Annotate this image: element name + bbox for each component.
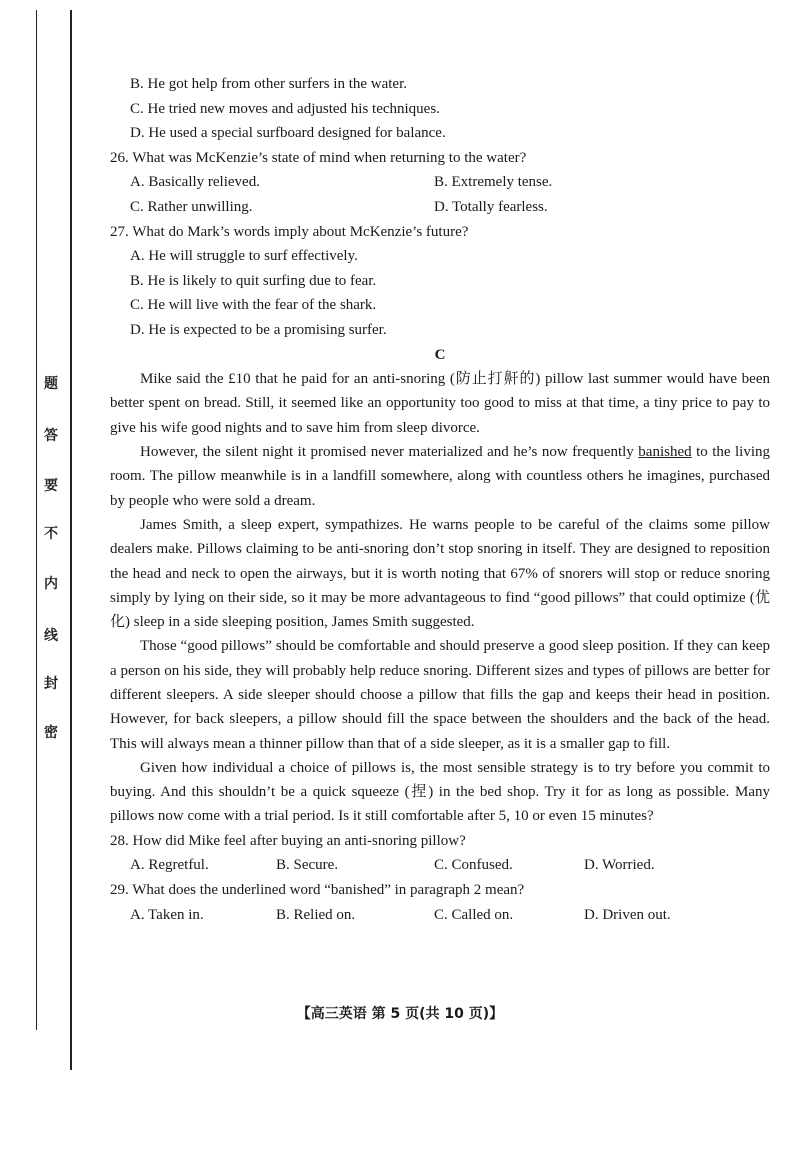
q29-option-c: C. Called on. (434, 906, 514, 923)
q26-option-a: A. Basically relieved. (130, 174, 260, 191)
q28-question: 28. How did Mike feel after buying an anti-snoring pillow? (110, 832, 466, 849)
margin-char: 内 (44, 576, 58, 592)
binding-line-inner (70, 10, 72, 1070)
margin-char: 密 (44, 725, 58, 741)
q29-option-a: A. Taken in. (130, 906, 204, 923)
q25-option-c: C. He tried new moves and adjusted his techniques. (130, 100, 440, 117)
passage-paragraph-1: Mike said the £10 that he paid for an anti-snoring (防止打鼾的) pillow last summer would have been better spent on bread. Still, it seemed like an opportunity too good to miss at that time, a tiny price to pay to give his wife good nights and to save him from sleep divorce. (110, 371, 770, 436)
q26-option-c: C. Rather unwilling. (130, 198, 253, 215)
q25-option-b: B. He got help from other surfers in the water. (130, 76, 408, 92)
passage-paragraph-5: Given how individual a choice of pillows is, the most sensible strategy is to try before you commit to buying. And this shouldn’t be a quick squeeze (捏) in the bed shop. Try it for as long as possible. Many pillows now come with a trial period. Is it still comfortable after 5, 10 or even 15 minutes? (110, 759, 770, 825)
passage-paragraph-4: Those “good pillows” should be comfortable and should preserve a good sleep position. If they can keep a person on his side, they will probably help reduce snoring. Different sizes and types of pillows are better for different sleepers. A side sleeper should choose a pillow that fills the gap and keeps their head in position. However, for back sleepers, a pillow should fill the space between the shoulders and the back of the head. This will always mean a thinner pillow than that of a side sleeper, as it is a smaller gap to fill. (110, 638, 770, 752)
section-heading: C (434, 346, 446, 363)
q29-question: 29. What does the underlined word “banished” in paragraph 2 mean? (110, 881, 525, 898)
q28-options (110, 853, 770, 878)
q26-question: 26. What was McKenzie’s state of mind when returning to the water? (110, 149, 527, 166)
q27-option-c: C. He will live with the fear of the shark. (130, 297, 377, 314)
q26-option-b: B. Extremely tense. (434, 174, 553, 191)
q28-option-b: B. Secure. (276, 857, 339, 874)
q29-option-b: B. Relied on. (276, 906, 356, 923)
q29-option-d: D. Driven out. (584, 906, 671, 923)
q28-option-c: C. Confused. (434, 857, 513, 874)
binding-line-outer (36, 10, 37, 1030)
q28-option-a: A. Regretful. (130, 857, 209, 874)
q27-option-d: D. He is expected to be a promising surfer. (130, 321, 387, 338)
q29-options (110, 903, 770, 928)
q27-question: 27. What do Mark’s words imply about McKenzie’s future? (110, 223, 469, 240)
page-content (110, 72, 770, 927)
margin-char: 封 (44, 676, 58, 692)
underlined-word: banished (638, 444, 692, 461)
passage-paragraph-3: James Smith, a sleep expert, sympathizes. He warns people to be careful of the claims some pillow dealers make. Pillows claiming to be anti-snoring don’t stop snoring in itself. They are designed to reposition the head and neck to open the airways, but it is worth noting that 67% of snorers will stop or reduce snoring simply by lying on their side, so it may be more advantageous to find “good pillows” that could optimize (优化) sleep in a side sleeping position, James Smith suggested. (110, 516, 770, 631)
page-footer: 【高三英语 第 5 页(共 10 页)】 (296, 1006, 504, 1022)
q26-option-d: D. Totally fearless. (434, 198, 548, 215)
margin-char: 不 (44, 526, 58, 542)
q27-option-b: B. He is likely to quit surfing due to fear. (130, 272, 377, 289)
q28-option-d: D. Worried. (584, 857, 655, 874)
q27-option-a: A. He will struggle to surf effectively. (130, 248, 358, 265)
margin-char: 答 (44, 428, 58, 444)
passage (110, 367, 770, 829)
margin-char: 题 (44, 376, 58, 392)
q25-option-d: D. He used a special surfboard designed for balance. (130, 125, 446, 142)
margin-char: 线 (44, 628, 58, 644)
passage-paragraph-2: However, the silent night it promised never materialized and he’s now frequently banished to the living room. The pillow meanwhile is in a landfill somewhere, along with countless others he imagines, purchased by people who were sold a dream. (110, 444, 771, 509)
q26-options-row2 (110, 195, 770, 220)
margin-char: 要 (44, 478, 58, 494)
q26-options-row1 (110, 170, 770, 195)
